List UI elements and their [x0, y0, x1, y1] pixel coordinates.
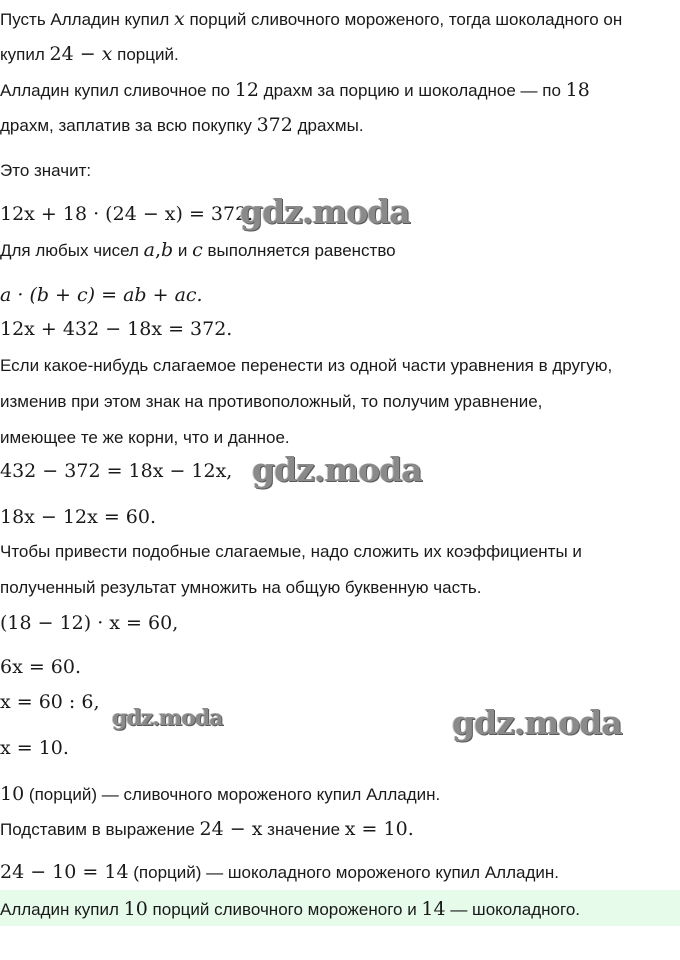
equation-8: x = 60 : 6,	[0, 691, 100, 713]
paragraph-line-5: полученный результат умножить на общую буквенную часть.	[0, 578, 482, 597]
text-line-7: Для любых чисел a,b и c выполняется равенство	[0, 239, 396, 261]
text-line-1: Пусть Алладин купил x порций сливочного мороженого, тогда шоколадного он	[0, 8, 623, 30]
result-line-1: 10 (порций) — сливочного мороженого купил Алладин.	[0, 783, 441, 805]
equation-9: x = 10.	[0, 737, 69, 759]
text-line-3: Алладин купил сливочное по 12 драхм за порцию и шоколадное — по 18	[0, 79, 590, 101]
watermark-3: gdz.moda	[112, 705, 223, 731]
watermark-4: gdz.moda	[452, 703, 622, 742]
equation-1: 12x + 18 · (24 − x) = 372.	[0, 203, 254, 225]
text-line-4: драхм, заплатив за всю покупку 372 драхмы.	[0, 114, 364, 136]
equation-5: 18x − 12x = 60.	[0, 506, 156, 528]
paragraph-line-3: имеющее те же корни, что и данное.	[0, 428, 290, 447]
result-line-3: 24 − 10 = 14 (порций) — шоколадного мороженого купил Алладин.	[0, 861, 559, 883]
text-line-2: купил 24 − x порций.	[0, 43, 179, 65]
paragraph-line-2: изменив при этом знак на противоположный, то получим уравнение,	[0, 392, 543, 411]
equation-7: 6x = 60.	[0, 656, 82, 678]
final-answer: Алладин купил 10 порций сливочного мороженого и 14 — шоколадного.	[0, 898, 580, 920]
equation-2: a · (b + c) = ab + ac.	[0, 284, 203, 306]
text-line-5: Это значит:	[0, 161, 92, 180]
equation-4: 432 − 372 = 18x − 12x,	[0, 460, 233, 482]
watermark-1: gdz.moda	[240, 192, 410, 231]
equation-6: (18 − 12) · x = 60,	[0, 612, 179, 634]
equation-3: 12x + 432 − 18x = 372.	[0, 318, 233, 340]
watermark-2: gdz.moda	[252, 450, 422, 489]
paragraph-line-4: Чтобы привести подобные слагаемые, надо сложить их коэффициенты и	[0, 542, 582, 561]
paragraph-line-1: Если какое-нибудь слагаемое перенести из одной части уравнения в другую,	[0, 356, 613, 375]
result-line-2: Подставим в выражение 24 − x значение x = 10.	[0, 818, 414, 840]
